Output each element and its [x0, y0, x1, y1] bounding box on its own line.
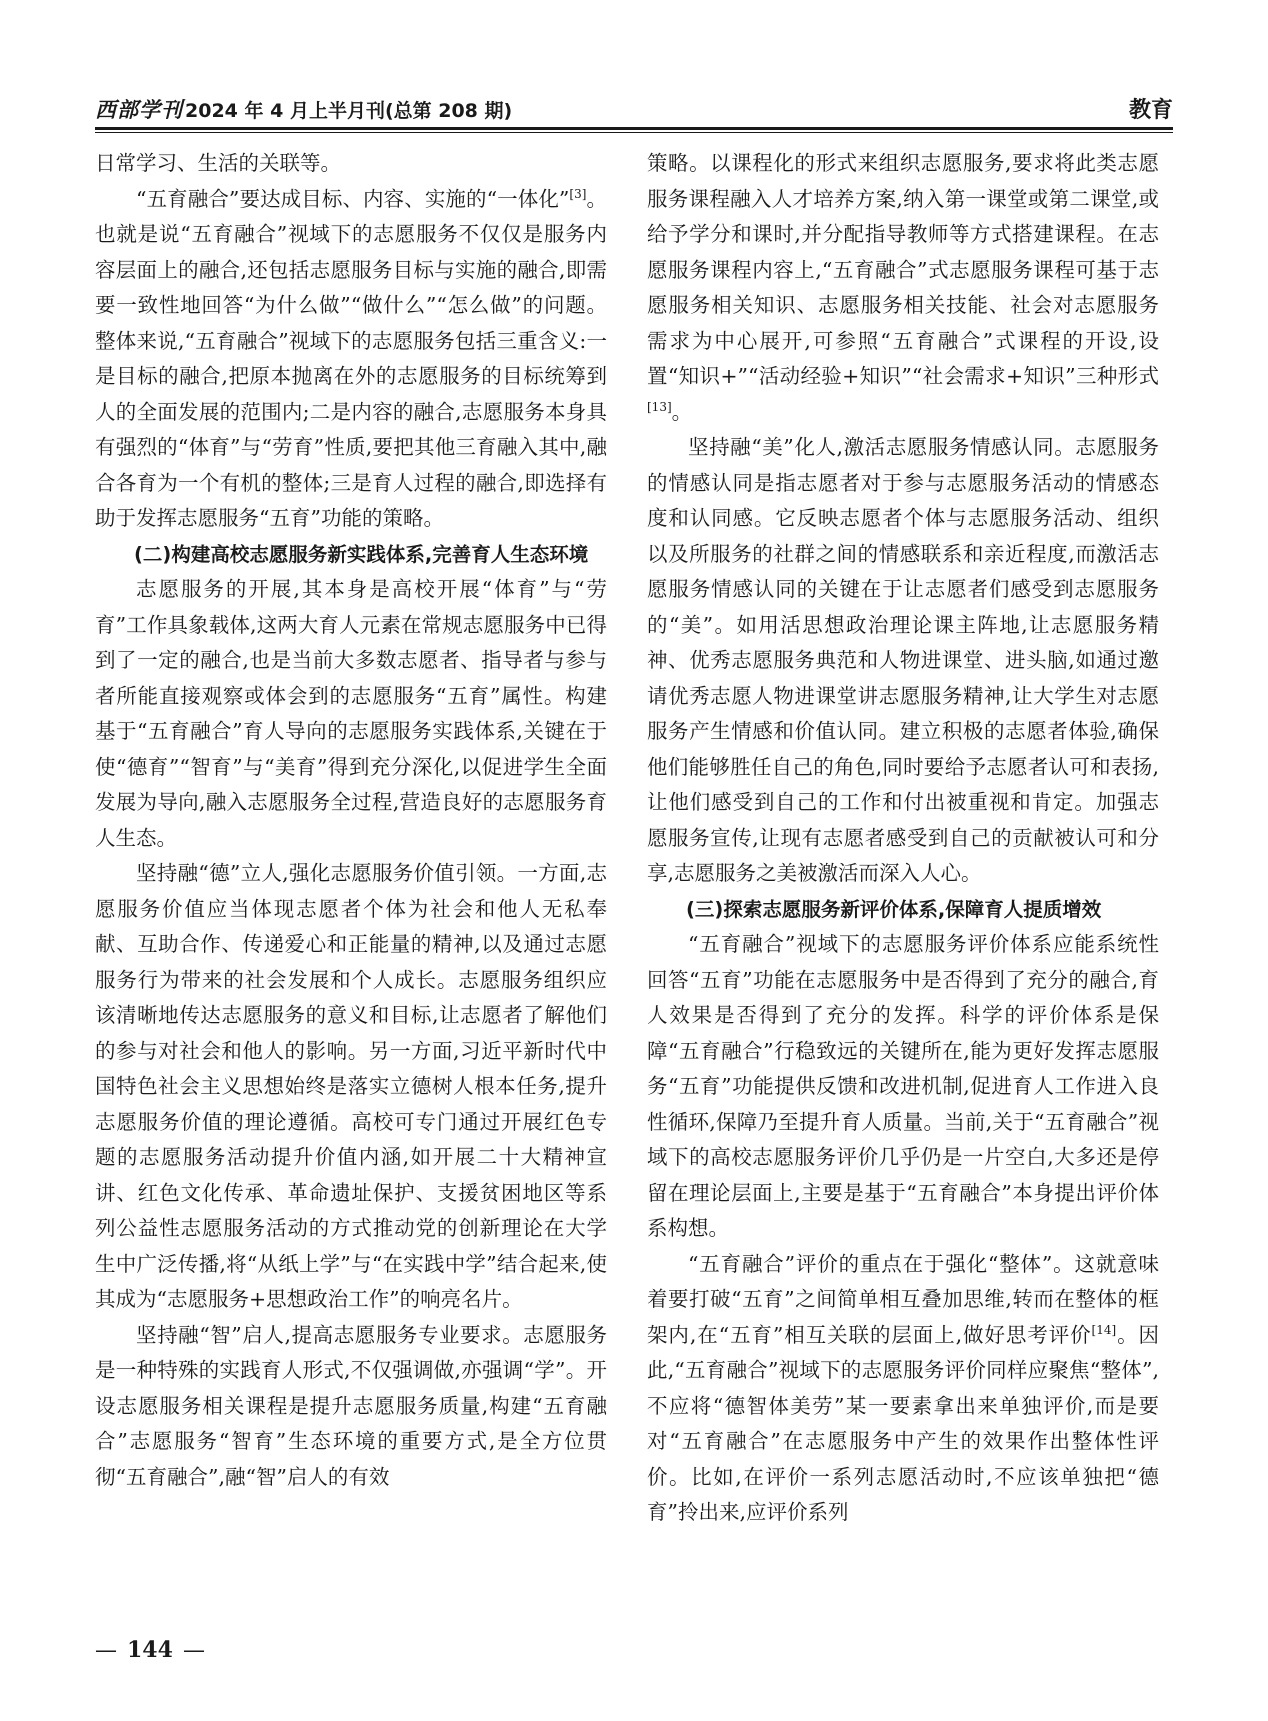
footer-dash-right: —	[182, 1637, 205, 1663]
running-header	[95, 84, 1173, 124]
paragraph: 志愿服务的开展,其本身是高校开展“体育”与“劳育”工作具象载体,这两大育人元素在常规志愿服务中已得到了一定的融合,也是当前大多数志愿者、指导者与参与者所能直接观察或体会到的志愿服务“五育”属性。构建基于“五育融合”育人导向的志愿服务实践体系,关键在于使“德育”“智育”与“美育”得到充分深化,以促进学生全面发展为导向,融入志愿服务全过程,营造良好的志愿服务育人生态。	[95, 577, 607, 850]
paragraph-text: 策略。以课程化的形式来组织志愿服务,要求将此类志愿服务课程融入人才培养方案,纳入第一课堂或第二课堂,或给予学分和课时,并分配指导教师等方式搭建课程。在志愿服务课程内容上,“五育融合”式志愿服务课程可基于志愿服务相关知识、志愿服务相关技能、社会对志愿服务需求为中心展开,可参照“五育融合”式课程的开设,设置“知识+”“活动经验+知识”“社会需求+知识”三种形式	[647, 151, 1159, 388]
right-column	[647, 146, 1159, 1631]
paragraph	[95, 182, 607, 537]
section-heading: (三)探索志愿服务新评价体系,保障育人提质增效	[686, 897, 1102, 921]
paragraph-text: 。	[671, 399, 693, 424]
section-heading: (二)构建高校志愿服务新实践体系,完善育人生态环境	[134, 542, 589, 566]
footer-dash-left: —	[95, 1637, 117, 1663]
header-rule-thick	[95, 127, 1173, 130]
paragraph: 坚持融“智”启人,提高志愿服务专业要求。志愿服务是一种特殊的实践育人形式,不仅强调做,亦强调“学”。开设志愿服务相关课程是提升志愿服务质量,构建“五育融合”志愿服务“智育”生态环境的重要方式,是全方位贯彻“五育融合”,融“智”启人的有效	[95, 1322, 607, 1489]
citation-ref: [14]	[1091, 1322, 1117, 1337]
section-label: 教育	[1128, 98, 1173, 123]
header-rule-thin	[95, 132, 1173, 133]
paragraph	[647, 1247, 1159, 1531]
paragraph: 坚持融“美”化人,激活志愿服务情感认同。志愿服务的情感认同是指志愿者对于参与志愿服务活动的情感态度和认同感。它反映志愿者个体与志愿服务活动、组织以及所服务的社群之间的情感联系和亲近程度,而激活志愿服务情感认同的关键在于让志愿者们感受到志愿服务的“美”。如用活思想政治理论课主阵地,让志愿服务精神、优秀志愿服务典范和人物进课堂、进头脑,如通过邀请优秀志愿人物进课堂讲志愿服务精神,让大学生对志愿服务产生情感和价值认同。建立积极的志愿者体验,确保他们能够胜任自己的角色,同时要给予志愿者认可和表扬,让他们感受到自己的工作和付出被重视和肯定。加强志愿服务宣传,让现有志愿者感受到自己的贡献被认可和分享,志愿服务之美被激活而深入人心。	[647, 435, 1159, 885]
paragraph: 日常学习、生活的关联等。	[95, 151, 341, 175]
paragraph-text: 。因此,“五育融合”视域下的志愿服务评价同样应聚焦“整体”,不应将“德智体美劳”某一要素拿出来单独评价,而是要对“五育融合”在志愿服务中产生的效果作出整体性评价。比如,在评价一系列志愿活动时,不应该单独把“德育”拎出来,应评价系列	[647, 1322, 1159, 1524]
page-footer	[95, 1637, 205, 1663]
left-column	[95, 146, 607, 1631]
paragraph	[647, 146, 1159, 430]
paragraph: “五育融合”视域下的志愿服务评价体系应能系统性回答“五育”功能在志愿服务中是否得到了充分的融合,育人效果是否得到了充分的发挥。科学的评价体系是保障“五育融合”行稳致远的关键所在,能为更好发挥志愿服务“五育”功能提供反馈和改进机制,促进育人工作进入良性循环,保障乃至提升育人质量。当前,关于“五育融合”视域下的高校志愿服务评价几乎仍是一片空白,大多还是停留在理论层面上,主要是基于“五育融合”本身提出评价体系构想。	[647, 932, 1159, 1240]
paragraph-text: “五育融合”要达成目标、内容、实施的“一体化”	[136, 186, 570, 211]
paragraph-text: “五育融合”评价的重点在于强化“整体”。这就意味着要打破“五育”之间简单相互叠加思维,转而在整体的框架内,在“五育”相互关联的层面上,做好思考评价	[647, 1251, 1159, 1347]
header-left	[95, 94, 512, 124]
paragraph: 坚持融“德”立人,强化志愿服务价值引领。一方面,志愿服务价值应当体现志愿者个体为社会和他人无私奉献、互助合作、传递爱心和正能量的精神,以及通过志愿服务行为带来的社会发展和个人成长。志愿服务组织应该清晰地传达志愿服务的意义和目标,让志愿者了解他们的参与对社会和他人的影响。另一方面,习近平新时代中国特色社会主义思想始终是落实立德树人根本任务,提升志愿服务价值的理论遵循。高校可专门通过开展红色专题的志愿服务活动提升价值内涵,如开展二十大精神宣讲、红色文化传承、革命遗址保护、支援贫困地区等系列公益性志愿服务活动的方式推动党的创新理论在大学生中广泛传播,将“从纸上学”与“在实践中学”结合起来,使其成为“志愿服务+思想政治工作”的响亮名片。	[95, 861, 607, 1311]
page-number: 144	[127, 1637, 173, 1663]
citation-ref: [13]	[647, 399, 672, 414]
issue-info: 2024 年 4 月上半月刊(总第 208 期)	[185, 100, 513, 122]
journal-logo: 西部学刊	[95, 98, 183, 122]
citation-ref: [3]	[569, 186, 587, 201]
paragraph-text: 。也就是说“五育融合”视域下的志愿服务不仅仅是服务内容层面上的融合,还包括志愿服务目标与实施的融合,即需要一致性地回答“为什么做”“做什么”“怎么做”的问题。整体来说,“五育融合”视域下的志愿服务包括三重含义:一是目标的融合,把原本抛离在外的志愿服务的目标统筹到人的全面发展的范围内;二是内容的融合,志愿服务本身具有强烈的“体育”与“劳育”性质,要把其他三育融入其中,融合各育为一个有机的整体;三是育人过程的融合,即选择有助于发挥志愿服务“五育”功能的策略。	[95, 186, 607, 530]
